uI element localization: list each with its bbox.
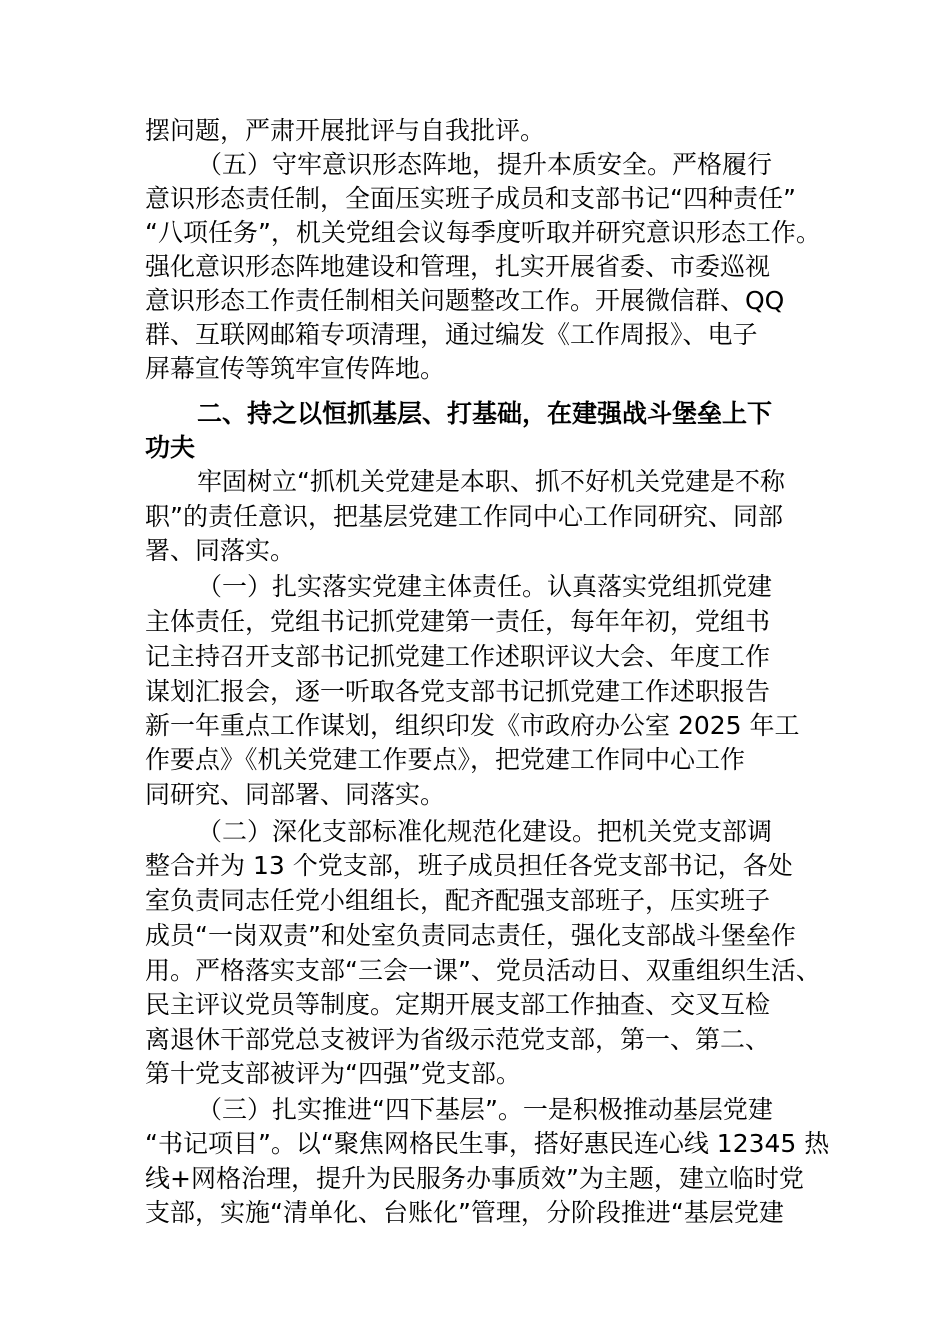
text-line: “八项任务”，机关党组会议每季度听取并研究意识形态工作。	[145, 218, 821, 247]
text-line: 作要点》《机关党建工作要点》，把党建工作同中心工作	[145, 745, 746, 774]
text-line: （五）守牢意识形态阵地，提升本质安全。严格履行	[197, 150, 773, 179]
text-line: 新一年重点工作谋划，组织印发《市政府办公室 2025 年工	[145, 711, 800, 740]
text-line: 群、互联网邮箱专项清理，通过编发《工作周报》、电子	[145, 320, 758, 349]
text-line: 强化意识形态阵地建设和管理，扎实开展省委、市委巡视	[145, 252, 771, 281]
text-line: 同研究、同部署、同落实。	[145, 780, 446, 809]
section-heading: 二、持之以恒抓基层、打基础，在建强战斗堡垒上下	[197, 399, 773, 428]
text-line: （一）扎实落实党建主体责任。认真落实党组抓党建	[197, 572, 773, 601]
text-line: 屏幕宣传等筑牢宣传阵地。	[145, 354, 446, 383]
text-line: 民主评议党员等制度。定期开展支部工作抽查、交叉互检	[145, 990, 771, 1019]
text-line: 线+网格治理，提升为民服务办事质效”为主题，建立临时党	[145, 1164, 804, 1193]
text-line: 主体责任，党组书记抓党建第一责任，每年年初，党组书	[145, 607, 771, 636]
text-line: 谋划汇报会，逐一听取各党支部书记抓党建工作述职报告	[145, 677, 771, 706]
text-line: 整合并为 13 个党支部，班子成员担任各党支部书记，各处	[145, 851, 793, 880]
text-line: 成员“一岗双责”和处室负责同志责任，强化支部战斗堡垒作	[145, 921, 796, 950]
text-line: “书记项目”。以“聚焦网格民生事，搭好惠民连心线 12345 热	[145, 1129, 830, 1158]
text-line: 室负责同志任党小组组长，配齐配强支部班子，压实班子	[145, 886, 771, 915]
text-line: 牢固树立“抓机关党建是本职、抓不好机关党建是不称	[197, 467, 785, 496]
text-line: 记主持召开支部书记抓党建工作述职评议大会、年度工作	[145, 642, 771, 671]
text-line: 职”的责任意识，把基层党建工作同中心工作同研究、同部	[145, 502, 783, 531]
section-heading: 功夫	[145, 433, 196, 462]
text-line: （三）扎实推进“四下基层”。一是积极推动基层党建	[197, 1095, 773, 1124]
text-line: 摆问题，严肃开展批评与自我批评。	[145, 116, 546, 145]
text-line: 署、同落实。	[145, 536, 296, 565]
text-line: 意识形态工作责任制相关问题整改工作。开展微信群、QQ	[145, 286, 785, 315]
text-line: 意识形态责任制，全面压实班子成员和支部书记“四种责任”	[145, 184, 796, 213]
text-line: （二）深化支部标准化规范化建设。把机关党支部调	[197, 817, 773, 846]
text-line: 离退休干部党总支被评为省级示范党支部，第一、第二、	[145, 1025, 771, 1054]
text-line: 第十党支部被评为“四强”党支部。	[145, 1059, 521, 1088]
text-line: 用。严格落实支部“三会一课”、党员活动日、双重组织生活、	[145, 956, 821, 985]
text-line: 支部，实施“清单化、台账化”管理，分阶段推进“基层党建	[145, 1198, 784, 1227]
